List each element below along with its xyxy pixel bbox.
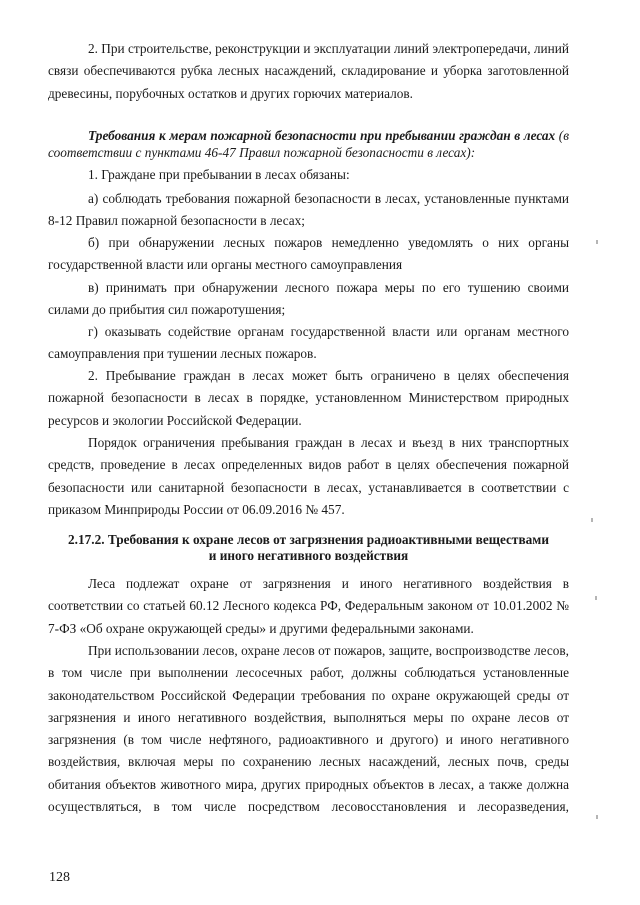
scan-speck xyxy=(596,815,598,819)
paragraph-item-a: а) соблюдать требования пожарной безопасности в лесах, установленные пунктами 8-12 Правил пожарной безопасности в лесах; xyxy=(48,191,569,229)
section-subtitle xyxy=(48,127,569,161)
page-number: 128 xyxy=(49,870,70,885)
paragraph-protect: Леса подлежат охране от загрязнения и иного негативного воздействия в соответствии со статьей 60.12 Лесного кодекса РФ, Федеральным законом от 10.01.2002 № 7-ФЗ «Об охране окружающей среды» и другими федеральными законами. xyxy=(48,576,569,636)
paragraph-item-v: в) принимать при обнаружении лесного пожара меры по его тушению своими силами до прибытия сил пожаротушения; xyxy=(48,280,569,318)
scan-speck xyxy=(595,596,597,600)
paragraph-item-g: г) оказывать содействие органам государственной власти или органам местного самоуправления при тушении лесных пожаров. xyxy=(48,324,569,362)
section-heading xyxy=(48,532,569,564)
paragraph-use: При использовании лесов, охране лесов от пожаров, защите, воспроизводстве лесов, в том числе при выполнении лесосечных работ, должны соблюдаться установленные законодательством Российской Федерации требования по охране окружающей среды от загрязнения и иного негативного воздействия, выполняться меры по охране лесов от загрязнения (в том числе нефтяного, радиоактивного и другого) и иного негативного воздействия, включая меры по сохранению лесных насаждений, лесных почв, среды обитания объектов животного мира, других природных объектов в лесах, а также должна осуществляться, в том числе посредством лесовосстановления и лесоразведения, xyxy=(48,643,569,815)
paragraph-order: Порядок ограничения пребывания граждан в лесах и въезд в них транспортных средств, проведение в лесах определенных видов работ в целях обеспечения пожарной безопасности или санитарной безопасности в лесах, устанавливается в соответствии с приказом Минприроды России от 06.09.2016 № 457. xyxy=(48,435,569,517)
section-subtitle-note: (в соответствии с пунктами 46-47 Правил пожарной безопасности в лесах): xyxy=(48,128,569,160)
section-heading-line1: 2.17.2. Требования к охране лесов от загрязнения радиоактивными веществами xyxy=(67,532,550,547)
section-heading-line2: и иного негативного воздействия xyxy=(208,548,409,563)
paragraph-limit: 2. Пребывание граждан в лесах может быть ограничено в целях обеспечения пожарной безопасности в лесах в порядке, установленном Министерством природных ресурсов и экологии Российской Федерации. xyxy=(48,368,569,428)
section-subtitle-bold: Требования к мерам пожарной безопасности при пребывании граждан в лесах xyxy=(88,128,556,143)
paragraph-item-b: б) при обнаружении лесных пожаров немедленно уведомлять о них органы государственной власти или органы местного самоуправления xyxy=(48,235,569,273)
paragraph-obliged: 1. Граждане при пребывании в лесах обязаны: xyxy=(88,167,350,182)
scan-speck xyxy=(591,518,593,522)
paragraph-construction: 2. При строительстве, реконструкции и эксплуатации линий электропередачи, линий связи обеспечиваются рубка лесных насаждений, складирование и уборка заготовленной древесины, порубочных остатков и других горючих материалов. xyxy=(48,41,569,101)
scan-speck xyxy=(596,240,598,244)
